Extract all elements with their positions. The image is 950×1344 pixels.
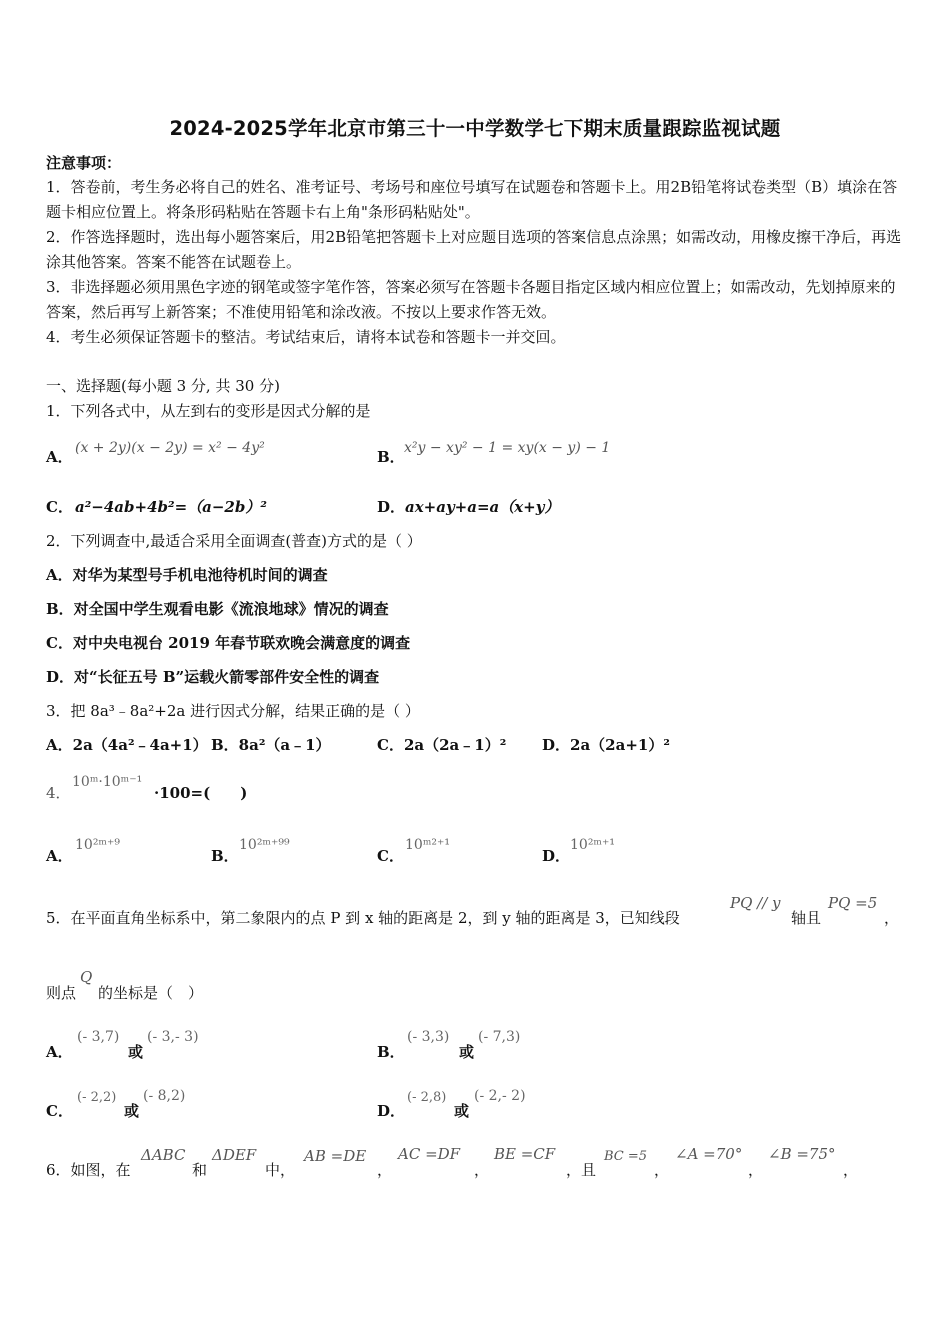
q1-b-text: x²y − xy² − 1 = xy(x − y) − 1 — [404, 440, 611, 456]
q1-c-text: a²−4ab+4b²=（a−2b）² — [75, 498, 267, 516]
q5-b-or: 或 — [459, 1043, 475, 1061]
q4-expression: 10ᵐ·10ᵐ⁻¹ — [72, 774, 143, 790]
q1-b-label: B． — [377, 448, 405, 466]
note-1: 1．答卷前，考生务必将自己的姓名、准考证号、考场号和座位号填写在试题卷和答题卡上。用2B铅笔将试卷类型（B）填涂在答题卡相应位置上。将条形码粘贴在答题卡右上角"条形码粘贴处"。 — [46, 178, 898, 221]
q5-a-or: 或 — [128, 1043, 144, 1061]
q2-option-a: A．对华为某型号手机电池待机时间的调查 — [46, 566, 328, 584]
q1-a-label: A． — [46, 448, 73, 466]
q5-pq-parallel: PQ // y — [730, 894, 781, 912]
q4-a-label: A． — [46, 847, 73, 865]
q5-d-label: D． — [377, 1102, 406, 1120]
q6-number: 6．如图，在 — [46, 1161, 131, 1179]
q6-comma-6: ， — [843, 1161, 859, 1179]
q5-line2-a: 则点 — [46, 984, 77, 1002]
q6-comma-2: ， — [474, 1161, 490, 1179]
q6-comma-3: ，且 — [566, 1161, 597, 1179]
q6-comma-5: ， — [748, 1161, 764, 1179]
q1-d-text: ax+ay+a=a（x+y） — [405, 498, 560, 516]
q6-eq-ab-de: AB =DE — [304, 1147, 367, 1165]
notes-heading: 注意事项： — [46, 154, 122, 172]
q4-d-label: D． — [542, 847, 571, 865]
q5-c-point1: (- 2,2) — [77, 1090, 117, 1105]
q5-a-point1: (- 3,7) — [77, 1029, 120, 1045]
q6-and: 和 — [192, 1161, 208, 1179]
note-2: 2．作答选择题时，选出每小题答案后，用2B铅笔把答题卡上对应题目选项的答案信息点涂黑；如需改动，用橡皮擦干净后，再选涂其他答案。答案不能答在试题卷上。 — [46, 228, 902, 271]
section-heading: 一、选择题(每小题 3 分, 共 30 分) — [46, 377, 280, 395]
q5-a-label: A． — [46, 1043, 73, 1061]
q5-b-point1: (- 3,3) — [407, 1029, 450, 1045]
note-3: 3．非选择题必须用黑色字迹的钢笔或签字笔作答，答案必须写在答题卡各题目指定区域内相应位置上；如需改动，先划掉原来的答案，然后再写上新答案；不准使用铅笔和涂改液。不按以上要求作答无效。 — [46, 278, 896, 321]
q4-c-text: 10ᵐ²⁺¹ — [405, 837, 451, 853]
q5-c-point2: (- 8,2) — [143, 1088, 186, 1104]
q6-eq-ac-df: AC =DF — [398, 1145, 461, 1163]
q6-triangle-abc: ΔABC — [141, 1146, 186, 1164]
q5-point-q: Q — [80, 968, 93, 986]
q2-stem: 2．下列调查中,最适合采用全面调查(普查)方式的是（ ） — [46, 532, 422, 550]
q5-d-point2: (- 2,- 2) — [474, 1088, 526, 1104]
q4-c-label: C． — [377, 847, 404, 865]
q5-a-point2: (- 3,- 3) — [147, 1029, 199, 1045]
q4-rest: ·100=( ) — [154, 784, 248, 802]
q6-comma-1: ， — [377, 1161, 393, 1179]
q2-option-c: C．对中央电视台 2019 年春节联欢晚会满意度的调查 — [46, 634, 411, 652]
q4-d-text: 10²ᵐ⁺¹ — [570, 837, 616, 853]
q6-mid: 中， — [265, 1161, 296, 1179]
q3-option-d: D．2a（2a+1）² — [542, 736, 670, 754]
q5-d-or: 或 — [454, 1102, 470, 1120]
q3-option-b: B．8a²（a﹣1） — [211, 736, 331, 754]
q5-b-point2: (- 7,3) — [478, 1029, 521, 1045]
q5-pq-length: PQ =5 — [828, 894, 878, 912]
q1-c-label: C． — [46, 498, 73, 516]
q5-c-or: 或 — [124, 1102, 140, 1120]
q2-option-d: D．对“长征五号 B”运载火箭零部件安全性的调查 — [46, 668, 380, 686]
note-4: 4．考生必须保证答题卡的整洁。考试结束后，请将本试卷和答题卡一并交回。 — [46, 328, 566, 346]
q3-stem: 3．把 8a³﹣8a²+2a 进行因式分解，结果正确的是（ ） — [46, 702, 420, 720]
q6-angle-a: ∠A =70° — [675, 1145, 743, 1163]
q5-stem: 5．在平面直角坐标系中，第二象限内的点 P 到 x 轴的距离是 2，到 y 轴的距离是 3，已知线段 — [46, 909, 680, 927]
q6-comma-4: ， — [654, 1161, 670, 1179]
q4-b-label: B． — [211, 847, 239, 865]
q6-eq-be-cf: BE =CF — [494, 1145, 556, 1163]
q2-option-b: B．对全国中学生观看电影《流浪地球》情况的调查 — [46, 600, 389, 618]
q5-comma: ， — [884, 909, 900, 927]
q5-line2-b: 的坐标是（ ） — [98, 984, 204, 1002]
q5-b-label: B． — [377, 1043, 405, 1061]
q6-angle-b: ∠B =75° — [768, 1145, 836, 1163]
q1-d-label: D． — [377, 498, 406, 516]
q4-a-text: 10²ᵐ⁺⁹ — [75, 837, 121, 853]
q6-eq-bc: BC =5 — [604, 1149, 648, 1164]
q4-b-text: 10²ᵐ⁺⁹⁹ — [239, 837, 290, 853]
q5-d-point1: (- 2,8) — [407, 1090, 447, 1105]
q1-a-text: (x + 2y)(x − 2y) = x² − 4y² — [75, 440, 265, 456]
q5-axis-and: 轴且 — [791, 909, 822, 927]
q5-c-label: C． — [46, 1102, 73, 1120]
q6-triangle-def: ΔDEF — [212, 1146, 257, 1164]
page-title: 2024-2025学年北京市第三十一中学数学七下期末质量跟踪监视试题 — [169, 117, 781, 140]
q4-number: 4． — [46, 784, 71, 802]
q3-option-a: A．2a（4a²﹣4a+1） — [46, 736, 208, 754]
q3-option-c: C．2a（2a﹣1）² — [377, 736, 507, 754]
q1-stem: 1．下列各式中，从左到右的变形是因式分解的是 — [46, 402, 371, 420]
